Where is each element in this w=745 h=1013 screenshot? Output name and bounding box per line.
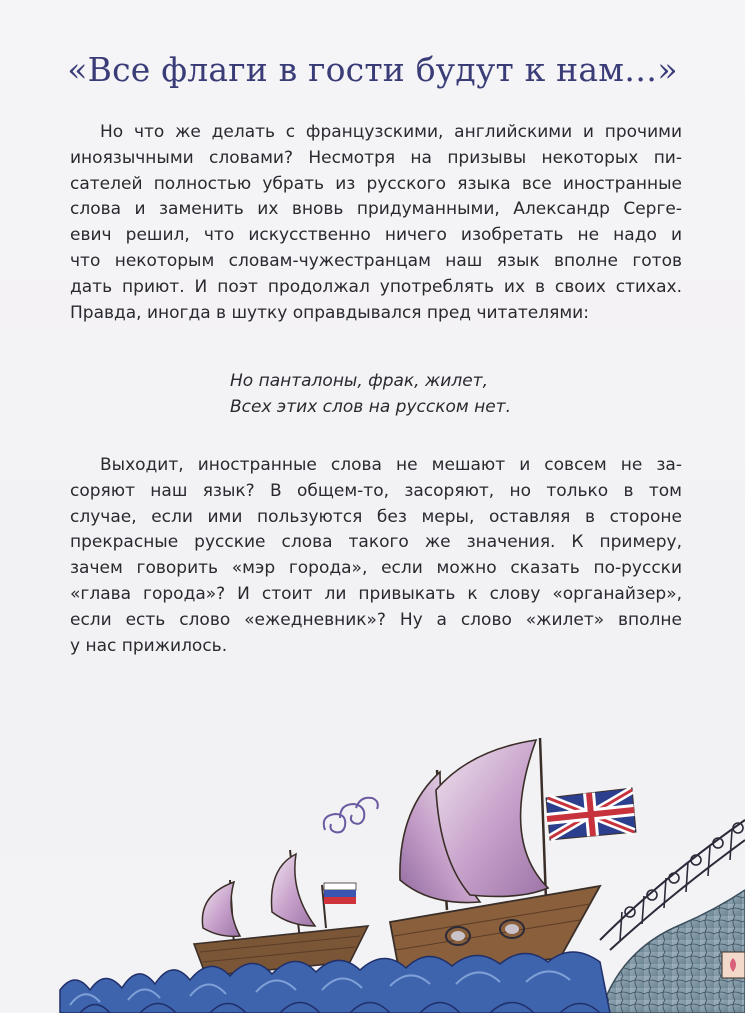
- poem-line: Всех этих слов на русском нет.: [230, 397, 511, 417]
- text-line: Выходит, иностранные слова не мешают и совсем не за-: [100, 455, 682, 475]
- text-line: сателей полностью убрать из русского языка все иностранные: [70, 173, 682, 194]
- text-line: Правда, иногда в шутку оправдывался пред читателями:: [70, 302, 589, 323]
- small-ship: [194, 850, 368, 976]
- text-line: соряют наш язык? В общем-то, засоряют, но только в том: [70, 480, 682, 501]
- sea-waves: [60, 952, 610, 1013]
- ships-illustration: [0, 700, 745, 1013]
- russian-flag-icon: [324, 883, 356, 904]
- text-line: дать приют. И поэт продолжал употреблять их в своих стихах.: [70, 276, 682, 297]
- big-ship: [390, 738, 636, 976]
- text-line: зачем говорить «мэр города», если можно сказать по-русски: [70, 558, 682, 579]
- smoke-curl-icon: [324, 798, 378, 833]
- british-flag-icon: [546, 788, 636, 840]
- text-line: «глава города»? И стоит ли привыкать к слову «органайзер»,: [70, 583, 682, 604]
- text-line: что некоторым словам-чужестранцам наш язык вполне готов: [70, 250, 682, 271]
- text-line: если есть слово «ежедневник»? Ну а слово «жилет» вполне: [70, 609, 682, 630]
- text-line: Но что же делать с французскими, английскими и прочими: [100, 122, 682, 142]
- text-line: у нас прижилось.: [70, 635, 228, 656]
- stone-embankment: [600, 820, 745, 1013]
- text-line: иноязычными словами? Несмотря на призывы некоторых пи-: [70, 147, 682, 168]
- text-line: случае, если ими пользуются без меры, оставляя в стороне: [70, 506, 682, 527]
- poem-quote: [230, 368, 511, 420]
- text-line: евич решил, что искусственно ничего изобретать не надо и: [70, 225, 682, 246]
- text-line: прекрасные русские слова такого же значения. К примеру,: [70, 532, 682, 553]
- page-title: «Все флаги в гости будут к нам…»: [67, 50, 678, 89]
- text-line: слова и заменить их вновь придуманными, Александр Серге-: [70, 199, 682, 220]
- poem-line: Но панталоны, фрак, жилет,: [230, 371, 488, 391]
- lily-emblem-icon: [722, 952, 745, 978]
- paragraph-2: [70, 453, 682, 659]
- paragraph-1: [70, 120, 682, 326]
